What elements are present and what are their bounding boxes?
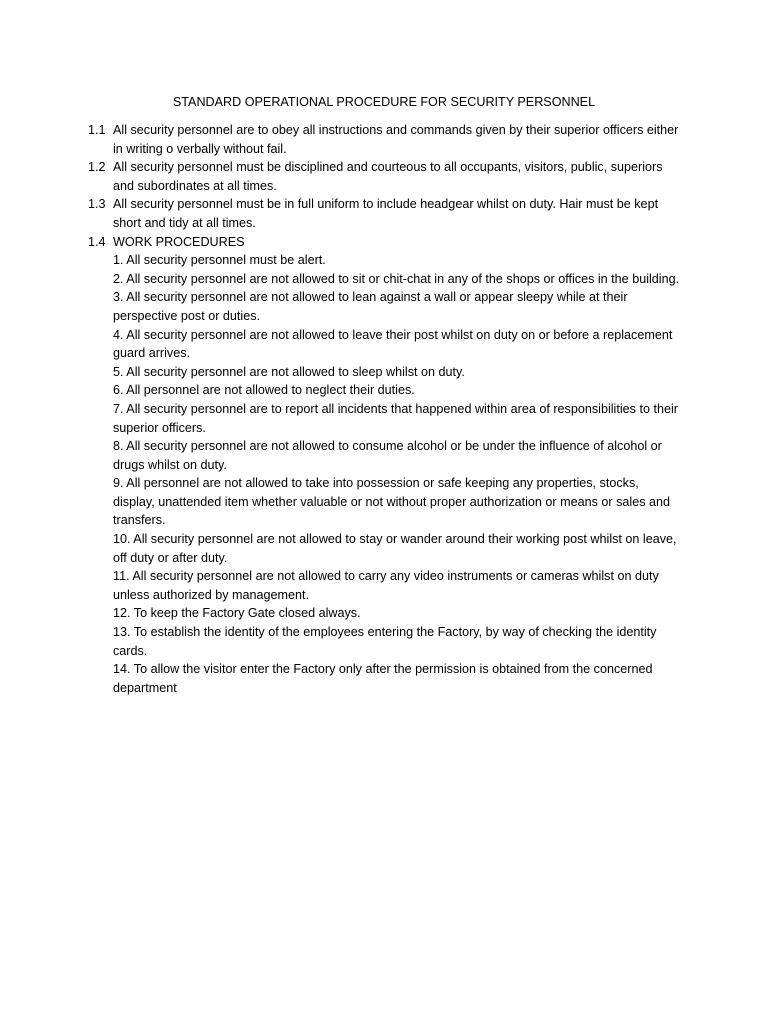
procedure-item: 7. All security personnel are to report all incidents that happened within area of responsibilities to their superior officers. (113, 401, 678, 435)
section-1-3 (88, 195, 683, 232)
section-list (88, 121, 683, 697)
procedure-item: 10. All security personnel are not allowed to stay or wander around their working post whilst on leave, off duty or after duty. (113, 532, 677, 565)
section-text: All security personnel are to obey all instructions and commands given by their superior officers either in writing o verbally without fail. (113, 123, 679, 156)
section-body (113, 158, 683, 195)
procedure-item: 12. To keep the Factory Gate closed always. (113, 606, 361, 621)
section-body (113, 233, 683, 698)
section-text: All security personnel must be disciplined and courteous to all occupants, visitors, public, superiors and subordinates at all times. (113, 160, 663, 193)
procedure-item: 6. All personnel are not allowed to neglect their duties. (113, 383, 415, 398)
section-1-2 (88, 158, 683, 195)
section-heading: WORK PROCEDURES (113, 234, 245, 249)
procedure-item: 14. To allow the visitor enter the Factory only after the permission is obtained from the concerned department (113, 662, 653, 695)
work-procedures-list (113, 251, 683, 697)
section-number: 1.4 (88, 234, 106, 249)
section-text: All security personnel must be in full uniform to include headgear whilst on duty. Hair must be kept short and tidy at all times. (113, 197, 659, 230)
procedure-item: 4. All security personnel are not allowed to leave their post whilst on duty on or before a replacement guard arrives. (113, 327, 673, 361)
procedure-item: 5. All security personnel are not allowed to sleep whilst on duty. (113, 364, 465, 379)
section-number: 1.2 (88, 160, 106, 175)
section-body (113, 121, 683, 158)
section-body (113, 195, 683, 232)
section-number: 1.3 (88, 197, 106, 212)
section-1-4 (88, 233, 683, 698)
procedure-item: 8. All security personnel are not allowed to consume alcohol or be under the influence of alcohol or drugs whilst on duty. (113, 439, 662, 472)
section-number: 1.1 (88, 123, 106, 137)
procedure-item: 3. All security personnel are not allowed to lean against a wall or appear sleepy while at their perspective post or duties. (113, 290, 628, 323)
procedure-item: 2. All security personnel are not allowed to sit or chit-chat in any of the shops or offices in the building. (113, 271, 680, 286)
procedure-item: 13. To establish the identity of the employees entering the Factory, by way of checking the identity cards. (113, 625, 657, 658)
section-1-1 (88, 121, 683, 158)
procedure-item: 1. All security personnel must be alert. (113, 253, 326, 268)
document-title: STANDARD OPERATIONAL PROCEDURE FOR SECURITY PERSONNEL (172, 95, 596, 109)
procedure-item: 9. All personnel are not allowed to take into possession or safe keeping any properties, stocks, display, unattended item whether valuable or not without proper authorization or means or sales and transfers. (113, 476, 671, 528)
procedure-item: 11. All security personnel are not allowed to carry any video instruments or cameras whilst on duty unless authorized by management. (113, 569, 659, 602)
